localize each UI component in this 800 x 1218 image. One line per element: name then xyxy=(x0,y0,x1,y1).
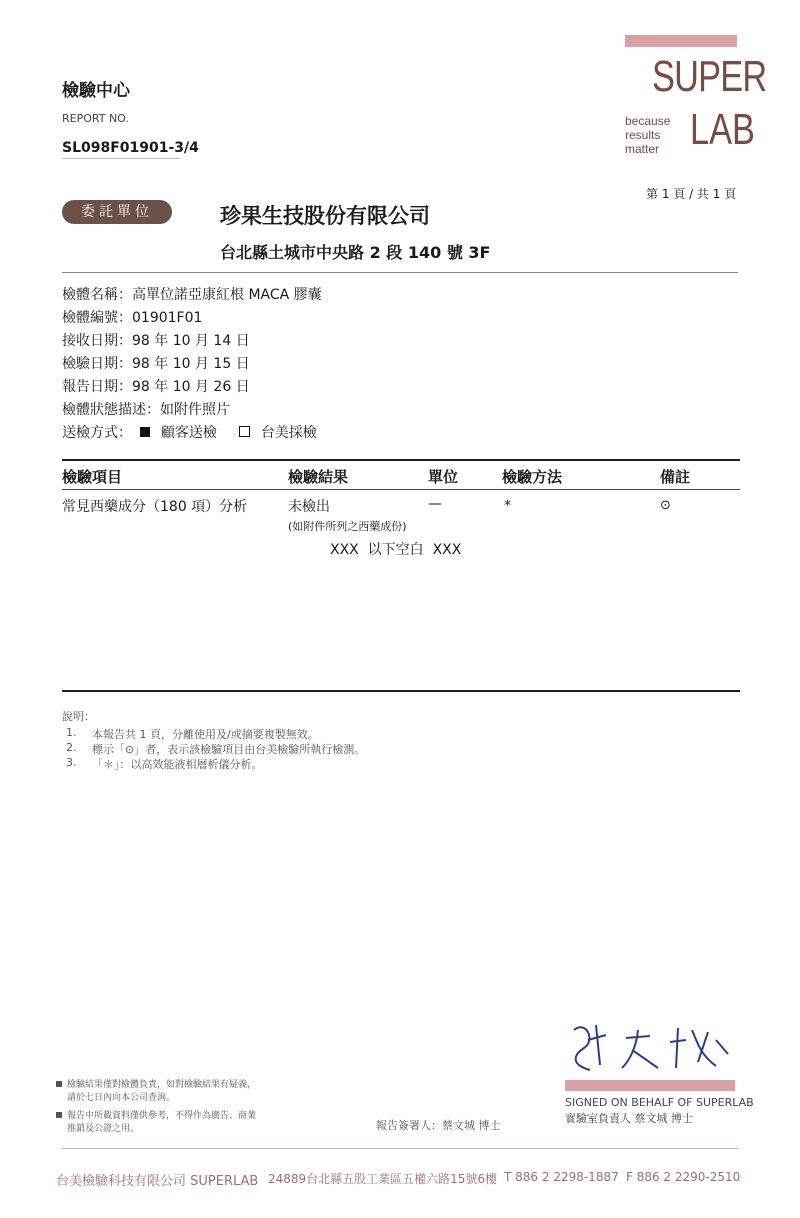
submission-option-customer: 顧客送檢 xyxy=(160,425,217,441)
table-bottom-rule xyxy=(62,690,740,692)
bullet-square-icon xyxy=(56,1081,62,1087)
note-1-text: 本報告共 1 頁，分離使用及/或摘要複製無效。 xyxy=(92,728,319,741)
center-name: 檢驗中心 xyxy=(62,81,130,101)
report-no: SL098F01901-3/4 xyxy=(62,140,199,156)
disclaimer-1 xyxy=(56,1079,256,1105)
disclaimer-2 xyxy=(56,1110,256,1136)
footer-rule xyxy=(62,1148,738,1149)
note-2-number: 2. xyxy=(66,741,77,754)
logo-tagline-2: results xyxy=(625,128,661,142)
client-badge: 委託單位 xyxy=(62,200,172,224)
row-remark: ⊙ xyxy=(660,498,671,513)
received-date: 接收日期：98 年 10 月 14 日 xyxy=(62,333,250,349)
sample-number: 檢體編號：01901F01 xyxy=(62,310,203,326)
report-date: 報告日期：98 年 10 月 26 日 xyxy=(62,379,250,395)
row-method: * xyxy=(504,498,511,514)
logo-lab: LAB xyxy=(690,105,755,154)
client-company: 珍果生技股份有限公司 xyxy=(220,204,430,228)
signature xyxy=(566,1010,736,1080)
footer-tel: T 886 2 2298-1887 xyxy=(504,1170,619,1184)
submission-option-lab: 台美採檢 xyxy=(260,425,317,441)
disclaimer-1-line-1: 檢驗結果僅對檢體負責，如對檢驗結果有疑義， xyxy=(67,1080,257,1090)
note-3-text: 「＊」：以高效能液相層析儀分析。 xyxy=(92,758,263,771)
logo-tagline-1: because xyxy=(625,114,671,128)
footer-company: 台美檢驗科技有限公司 SUPERLAB xyxy=(56,1174,259,1189)
row-unit: — xyxy=(428,496,442,512)
submission-method xyxy=(62,422,317,442)
page-number: 第 1 頁 / 共 1 頁 xyxy=(646,187,737,201)
lab-head: 實驗室負責人 蔡文城 博士 xyxy=(565,1112,693,1125)
report-signer: 報告簽署人：蔡文城 博士 xyxy=(376,1119,501,1132)
logo-tagline-3: matter xyxy=(625,142,660,156)
handwritten-signature-icon xyxy=(566,1010,736,1080)
sample-name: 檢體名稱：高單位諾亞康紅根 MACA 膠囊 xyxy=(62,287,322,303)
logo-super: SUPER xyxy=(652,52,767,101)
table-header-result: 檢驗結果 xyxy=(288,468,349,486)
table-header-unit: 單位 xyxy=(428,468,459,486)
row-item: 常見西藥成分（180 項）分析 xyxy=(62,499,248,515)
checkbox-checked-icon xyxy=(140,427,150,437)
note-3-number: 3. xyxy=(66,756,77,769)
notes-title: 說明： xyxy=(62,710,95,723)
note-1-number: 1. xyxy=(66,726,77,739)
footer-fax: F 886 2 2290-2510 xyxy=(626,1170,741,1184)
table-top-rule xyxy=(62,459,740,461)
report-no-label: REPORT NO. xyxy=(62,112,129,125)
test-date: 檢驗日期：98 年 10 月 15 日 xyxy=(62,356,250,372)
note-2-text: 標示「⊙」者，表示該檢驗項目由台美檢驗所執行檢測。 xyxy=(92,743,366,756)
table-header-item: 檢驗項目 xyxy=(62,468,123,486)
submission-method-label: 送檢方式： xyxy=(62,425,132,441)
sample-state: 檢體狀態描述：如附件照片 xyxy=(62,402,230,418)
disclaimer-2-line-2: 推銷及公證之用。 xyxy=(67,1124,140,1134)
blank-marker: XXX 以下空白 XXX xyxy=(330,542,462,558)
signature-bar xyxy=(565,1080,735,1091)
bullet-square-icon xyxy=(56,1112,62,1118)
report-no-underline xyxy=(62,158,180,159)
checkbox-empty-icon xyxy=(239,426,250,437)
table-header-rule xyxy=(62,489,740,490)
footer-address: 24889台北縣五股工業區五權六路15號6樓 xyxy=(268,1172,498,1186)
signed-on-behalf: SIGNED ON BEHALF OF SUPERLAB xyxy=(565,1096,754,1109)
disclaimer-2-line-1: 報告中所載資料僅供參考，不得作為廣告、商業 xyxy=(67,1111,257,1121)
logo-accent-bar xyxy=(625,35,737,47)
divider-top xyxy=(62,272,738,273)
table-header-method: 檢驗方法 xyxy=(502,468,563,486)
disclaimer-1-line-2: 請於七日內向本公司查詢。 xyxy=(67,1093,176,1103)
client-address: 台北縣土城市中央路 2 段 140 號 3F xyxy=(220,243,491,262)
row-result: 未檢出 xyxy=(288,499,330,515)
row-result-note: (如附件所列之西藥成份) xyxy=(288,520,407,533)
table-header-remark: 備註 xyxy=(660,468,691,486)
